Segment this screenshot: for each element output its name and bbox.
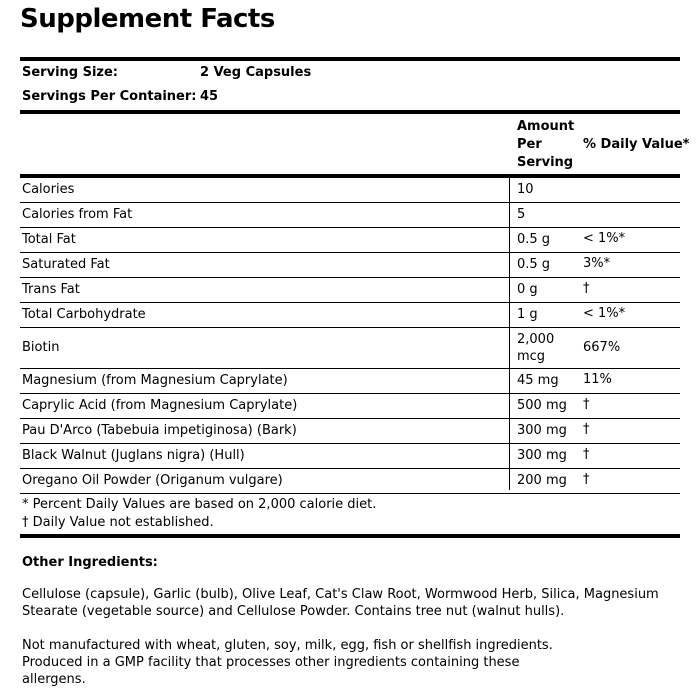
table-row [20, 178, 680, 203]
percent-dv-footnote: * Percent Daily Values are based on 2,000 calorie diet. [22, 497, 377, 512]
amount-header-line-3: Serving [517, 155, 574, 170]
nutrient-amount: 300 mg [517, 423, 567, 438]
nutrient-amount: 500 mg [517, 398, 567, 413]
nutrient-daily-value: 3%* [583, 256, 611, 271]
allergen-line-3: allergens. [22, 672, 86, 687]
amount-per-serving-header [517, 118, 574, 172]
nutrient-daily-value: 11% [583, 372, 612, 387]
serving-thick-rule [20, 110, 680, 114]
nutrient-amount [517, 331, 554, 365]
nutrient-amount: 0.5 g [517, 232, 551, 247]
nutrient-name: Calories from Fat [22, 207, 133, 222]
nutrient-amount: 45 mg [517, 373, 559, 388]
table-row [20, 394, 680, 419]
nutrient-daily-value: † [583, 472, 590, 487]
nutrient-daily-value: † [583, 397, 590, 412]
nutrient-daily-value: † [583, 447, 590, 462]
table-row [20, 328, 680, 369]
nutrient-daily-value: 667% [583, 340, 621, 355]
serving-size-row [22, 65, 312, 80]
nutrient-name: Total Fat [22, 232, 76, 247]
nutrient-amount: 5 [517, 207, 526, 222]
nutrient-name: Biotin [22, 340, 60, 355]
table-row [20, 303, 680, 328]
nutrient-amount-line-1: 2,000 [517, 332, 555, 347]
other-ingredients-heading: Other Ingredients: [22, 555, 158, 570]
nutrient-daily-value: < 1%* [583, 231, 626, 246]
nutrient-name: Total Carbohydrate [22, 307, 146, 322]
nutrient-amount: 0.5 g [517, 257, 551, 272]
dagger-footnote: † Daily Value not established. [22, 515, 214, 530]
nutrient-name: Calories [22, 182, 75, 197]
nutrient-daily-value: < 1%* [583, 306, 626, 321]
nutrient-amount-line-2: mcg [517, 349, 546, 364]
table-row [20, 203, 680, 228]
nutrient-daily-value: † [583, 281, 590, 296]
nutrient-name: Saturated Fat [22, 257, 110, 272]
servings-per-container-row [22, 89, 219, 104]
page-title: Supplement Facts [20, 4, 275, 34]
daily-value-header: % Daily Value* [583, 137, 690, 152]
other-ingredients-text: Cellulose (capsule), Garlic (bulb), Olive Leaf, Cat's Claw Root, Wormwood Herb, Silica, Magnesium Stearate (vegetable source) and Cellulose Powder. Contains tree nut (walnut hulls). [22, 587, 659, 619]
nutrient-name: Trans Fat [22, 282, 80, 297]
nutrient-name: Caprylic Acid (from Magnesium Caprylate) [22, 398, 298, 413]
nutrient-amount: 200 mg [517, 473, 567, 488]
table-row [20, 369, 680, 394]
nutrient-amount: 10 [517, 182, 534, 197]
table-row [20, 444, 680, 469]
nutrient-name: Pau D'Arco (Tabebuia impetiginosa) (Bark) [22, 423, 297, 438]
nutrient-amount: 300 mg [517, 448, 567, 463]
table-row [20, 469, 680, 494]
servings-per-container-value: 45 [200, 89, 219, 104]
serving-size-value: 2 Veg Capsules [200, 65, 312, 80]
amount-header-line-1: Amount [517, 119, 575, 134]
allergen-line-2: Produced in a GMP facility that processes other ingredients containing these [22, 655, 520, 670]
table-row [20, 278, 680, 303]
table-row [20, 228, 680, 253]
allergen-statement [22, 637, 682, 688]
top-thick-rule [20, 57, 680, 61]
nutrient-name: Oregano Oil Powder (Origanum vulgare) [22, 473, 283, 488]
serving-size-label: Serving Size: [22, 65, 119, 80]
nutrient-amount: 0 g [517, 282, 538, 297]
amount-header-line-2: Per [517, 137, 542, 152]
allergen-line-1: Not manufactured with wheat, gluten, soy, milk, egg, fish or shellfish ingredients. [22, 638, 553, 653]
nutrient-daily-value: † [583, 422, 590, 437]
nutrient-amount: 1 g [517, 307, 538, 322]
table-row [20, 253, 680, 278]
bottom-thick-rule [20, 534, 680, 538]
nutrient-name: Magnesium (from Magnesium Caprylate) [22, 373, 288, 388]
table-row [20, 419, 680, 444]
nutrient-name: Black Walnut (Juglans nigra) (Hull) [22, 448, 245, 463]
servings-per-container-label: Servings Per Container: [22, 89, 197, 104]
